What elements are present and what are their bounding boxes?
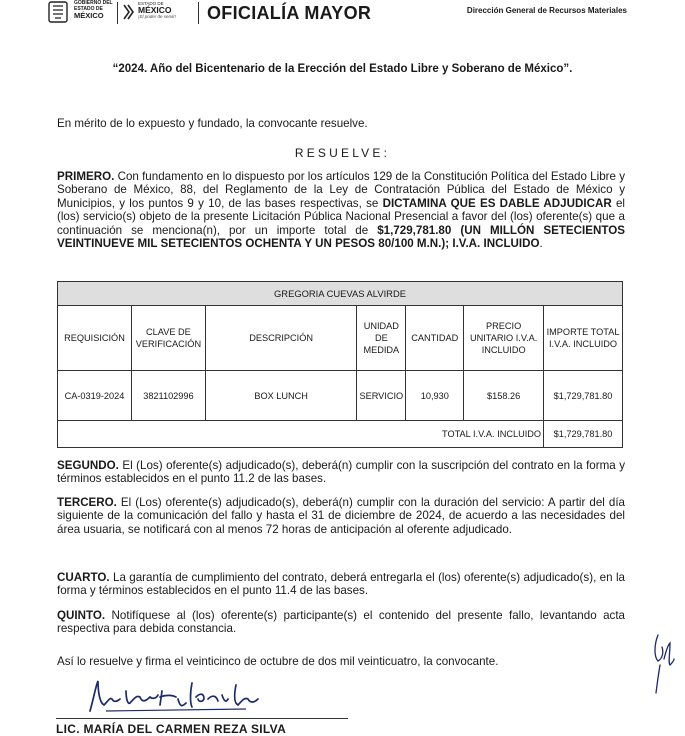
closing-statement: Así lo resuelve y firma el veinticinco de octubre de dos mil veinticuatro, la convocante.	[57, 655, 499, 668]
signature-line	[56, 718, 348, 719]
handwritten-signature	[86, 677, 276, 717]
cuarto-paragraph: CUARTO. La garantía de cumplimiento del contrato, deberá entregarla el (los) oferente(s) adjudicado(s), en la forma y términos establecidos en el punto 11.4 de las bases.	[57, 571, 625, 598]
edomex-label: MÉXICO	[138, 5, 172, 15]
cuarto-label: CUARTO.	[57, 571, 110, 584]
award-table	[57, 281, 623, 448]
quinto-paragraph: QUINTO. Notifíquese al (los) oferente(s) participante(s) el contenido del presente fallo, levantando acta respectiva para debida constancia.	[57, 609, 625, 636]
total-label: TOTAL I.V.A. INCLUIDO	[58, 421, 544, 448]
office-title: OFICIALÍA MAYOR	[207, 3, 372, 23]
quantity-cell: 10,930	[406, 371, 464, 421]
column-header: CANTIDAD	[406, 306, 464, 371]
description-cell: BOX LUNCH	[205, 371, 356, 421]
supplier-row	[58, 282, 623, 306]
table-row	[58, 371, 623, 421]
column-header: CLAVE DE VERIFICACIÓN	[131, 306, 205, 371]
total-amount-cell: $1,729,781.80	[544, 371, 623, 421]
column-header: DESCRIPCIÓN	[205, 306, 356, 371]
primero-label: PRIMERO.	[57, 170, 115, 183]
year-motto: “2024. Año del Bicentenario de la Erección del Estado Libre y Soberano de México”.	[112, 63, 573, 75]
verification-key-cell: 3821102996	[131, 371, 205, 421]
column-header: UNIDAD DE MEDIDA	[357, 306, 406, 371]
edomex-small-label: ESTADO DE	[138, 1, 164, 6]
column-header: IMPORTE TOTAL I.V.A. INCLUIDO	[544, 306, 623, 371]
department-name: Dirección General de Recursos Materiales	[466, 6, 627, 15]
header-divider	[198, 2, 199, 24]
tercero-paragraph: TERCERO. El (Los) oferente(s) adjudicado(s), deberá(n) cumplir con la duración del servicio: A partir del día siguiente de la comunicación del fallo y hasta el 31 de diciembre de 2024, de acuerdo a las necesidades del área usuaria, se notificará con al menos 72 horas de anticipación al oferente adjudicado.	[57, 496, 625, 536]
requisition-cell: CA-0319-2024	[58, 371, 132, 421]
edomex-tagline: ¡El poder de servir!	[138, 14, 177, 19]
edomex-logo-icon	[122, 2, 136, 22]
quinto-label: QUINTO.	[57, 609, 106, 622]
primero-paragraph: PRIMERO. Con fundamento en lo dispuesto por los artículos 129 de la Constitución Política del Estado Libre y Soberano de México, 88, del Reglamento de la Ley de Contratación Pública del Estado de México y Municipios, y los puntos 9 y 10, de las bases respectivas, se DICTAMINA QUE ES DABLE ADJUDICAR el (los) servicio(s) objeto de la presente Licitación Pública Nacional Presencial a favor del (los) oferente(s) que a continuación se menciona(n), por un importe total de $1,729,781.80 (UN MILLÓN SETECIENTOS VEINTINUEVE MIL SETECIENTOS OCHENTA Y UN PESOS 80/100 M.N.); I.V.A. INCLUIDO.	[57, 170, 625, 251]
table-header-row	[58, 306, 623, 371]
state-seal-icon	[46, 0, 70, 24]
column-header: REQUISICIÓN	[58, 306, 132, 371]
unit-price-cell: $158.26	[464, 371, 544, 421]
segundo-label: SEGUNDO.	[57, 459, 119, 472]
tercero-label: TERCERO.	[57, 496, 117, 509]
column-header: PRECIO UNITARIO I.V.A. INCLUIDO	[464, 306, 544, 371]
total-row	[58, 421, 623, 448]
signer-name: LIC. MARÍA DEL CARMEN REZA SILVA	[56, 722, 287, 736]
unit-cell: SERVICIO	[357, 371, 406, 421]
government-label: GOBIERNO DEL ESTADO DE MÉXICO	[74, 0, 113, 20]
intro-paragraph: En mérito de lo expuesto y fundado, la convocante resuelve.	[57, 117, 368, 130]
segundo-paragraph: SEGUNDO. El (Los) oferente(s) adjudicado(s), deberá(n) cumplir con la suscripción del contrato en la forma y términos establecidos en el punto 11.2 de las bases.	[57, 459, 625, 486]
header-divider	[117, 2, 118, 24]
total-value: $1,729,781.80	[544, 421, 623, 448]
resuelve-heading: RESUELVE:	[294, 146, 391, 160]
letterhead	[0, 0, 685, 28]
supplier-name: GREGORIA CUEVAS ALVIRDE	[58, 282, 623, 306]
margin-initials-signature	[648, 625, 678, 695]
